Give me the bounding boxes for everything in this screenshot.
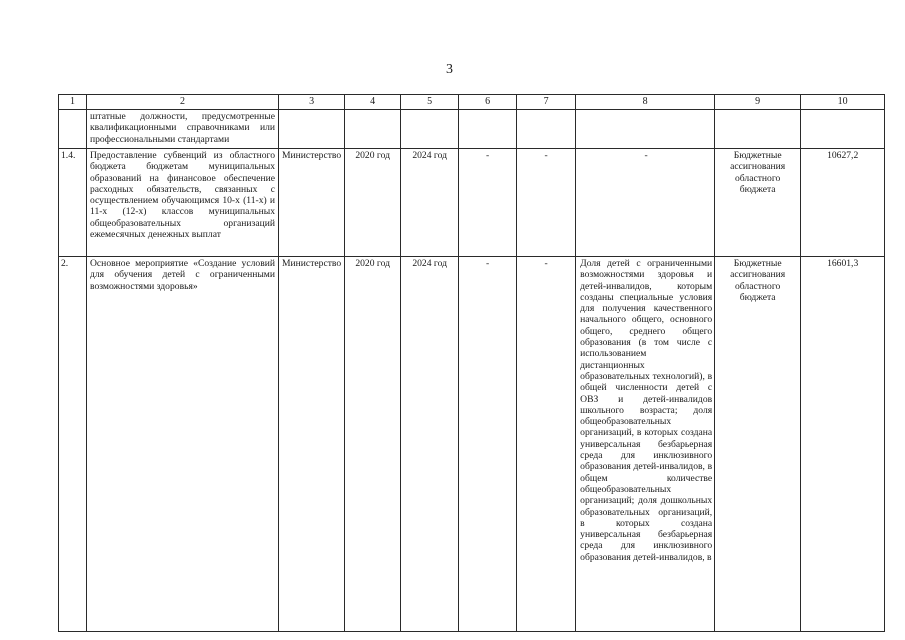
column-number: 7	[517, 95, 576, 110]
end-cell: 2024 год	[401, 149, 459, 257]
indicators-cell: Доля детей с ограниченными возможностями здоровья и детей-инвалидов, которым созданы специальные условия для получения качественного начального общего, основного общего, среднего общего образования (в том числе с использованием дистанционных образовательных технологий), в общей численности детей с ОВЗ и детей-инвалидов школьного возраста; доля общеобразовательных организаций, в которых создана универсальная безбарьерная среда для инклюзивного образования детей-инвалидов, в общем количестве общеобразовательных организаций; доля дошкольных образовательных организаций, в которых создана универсальная безбарьерная среда для инклюзивного образования детей-инвалидов, в	[576, 257, 715, 632]
end-cell: 2024 год	[401, 257, 459, 632]
table-row	[59, 149, 885, 257]
page-number: 3	[446, 62, 453, 77]
end-cell	[401, 110, 459, 149]
amount-cell: 10627,2	[801, 149, 885, 257]
column-number: 1	[59, 95, 87, 110]
column-number: 6	[459, 95, 517, 110]
amount-cell: 16601,3	[801, 257, 885, 632]
source-cell: Бюджетные ассигнования областного бюджета	[715, 149, 801, 257]
row-number-cell: 2.	[59, 257, 87, 632]
indicators-cell: -	[576, 149, 715, 257]
col6-cell	[459, 110, 517, 149]
start-cell	[345, 110, 401, 149]
column-number: 5	[401, 95, 459, 110]
col6-cell: -	[459, 149, 517, 257]
description-cell: штатные должности, предусмотренные квалификационными справочниками или профессиональными стандартами	[87, 110, 279, 149]
column-number: 8	[576, 95, 715, 110]
description-cell: Предоставление субвенций из областного бюджета бюджетам муниципальных образований на финансовое обеспечение расходных обязательств, связанных с осуществлением обучающимся 10-х (11-х) и 11-х (12-х) классов муниципальных общеобразовательных организаций ежемесячных денежных выплат	[87, 149, 279, 257]
source-cell	[715, 110, 801, 149]
indicators-cell	[576, 110, 715, 149]
table-row	[59, 257, 885, 632]
col6-cell: -	[459, 257, 517, 632]
description-cell: Основное мероприятие «Создание условий для обучения детей с ограниченными возможностями здоровья»	[87, 257, 279, 632]
col7-cell	[517, 110, 576, 149]
row-number-cell	[59, 110, 87, 149]
executor-cell: Министерство	[279, 257, 345, 632]
amount-cell	[801, 110, 885, 149]
table-row-continuation	[59, 110, 885, 149]
source-cell: Бюджетные ассигнования областного бюджета	[715, 257, 801, 632]
column-number: 9	[715, 95, 801, 110]
start-cell: 2020 год	[345, 257, 401, 632]
column-number: 4	[345, 95, 401, 110]
column-number-row	[59, 95, 885, 110]
executor-cell: Министерство	[279, 149, 345, 257]
executor-cell	[279, 110, 345, 149]
col7-cell: -	[517, 257, 576, 632]
column-number: 10	[801, 95, 885, 110]
column-number: 2	[87, 95, 279, 110]
start-cell: 2020 год	[345, 149, 401, 257]
column-number: 3	[279, 95, 345, 110]
row-number-cell: 1.4.	[59, 149, 87, 257]
col7-cell: -	[517, 149, 576, 257]
program-table	[58, 94, 885, 632]
